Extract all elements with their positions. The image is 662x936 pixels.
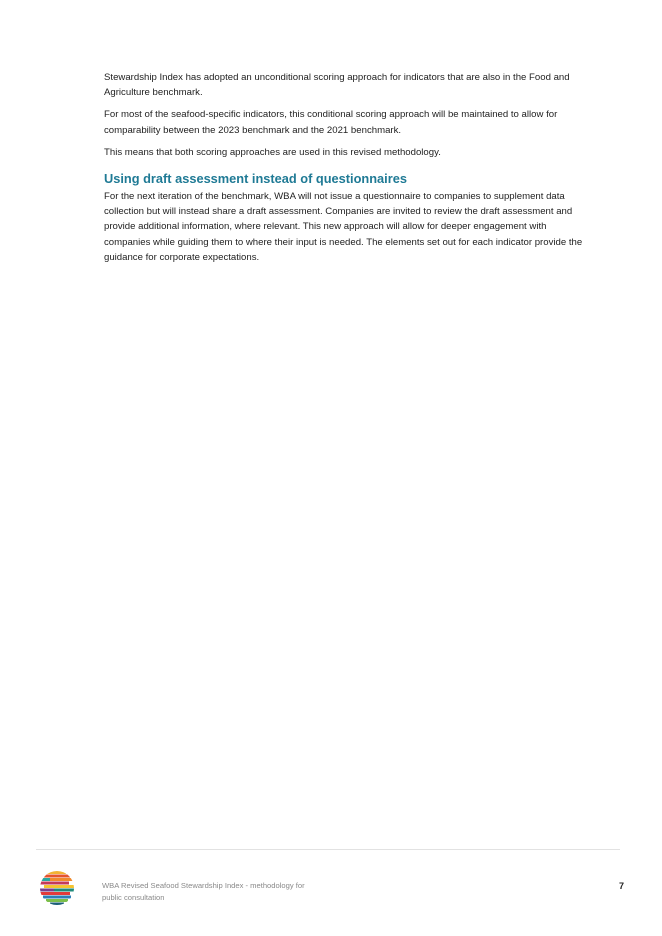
- section-heading: Using draft assessment instead of questionnaires: [104, 171, 407, 187]
- wba-logo-icon: [38, 870, 76, 906]
- page-body: [104, 70, 584, 272]
- footer-divider: [36, 849, 620, 850]
- body-paragraph-1: Stewardship Index has adopted an unconditional scoring approach for indicators that are also in the Food and Agriculture benchmark.: [104, 72, 570, 99]
- body-paragraph-3: This means that both scoring approaches are used in this revised methodology.: [104, 146, 441, 158]
- footer-title-line-1: WBA Revised Seafood Stewardship Index - methodology for: [102, 881, 305, 890]
- footer-title-line-2: public consultation: [102, 892, 165, 902]
- footer-document-title: [102, 880, 332, 903]
- page-number: 7: [618, 881, 624, 891]
- section-paragraph: For the next iteration of the benchmark, WBA will not issue a questionnaire to companies to supplement data collection but will instead share a draft assessment. Companies are invited to review the draft assessment and provide additional information, where relevant. This new approach will allow for deeper engagement with companies while guiding them to where their input is needed. The elements set out for each indicator provide the guidance for corporate expectations.: [104, 191, 583, 263]
- body-paragraph-2: For most of the seafood-specific indicators, this conditional scoring approach will be maintained to allow for comparability between the 2023 benchmark and the 2021 benchmark.: [104, 109, 558, 136]
